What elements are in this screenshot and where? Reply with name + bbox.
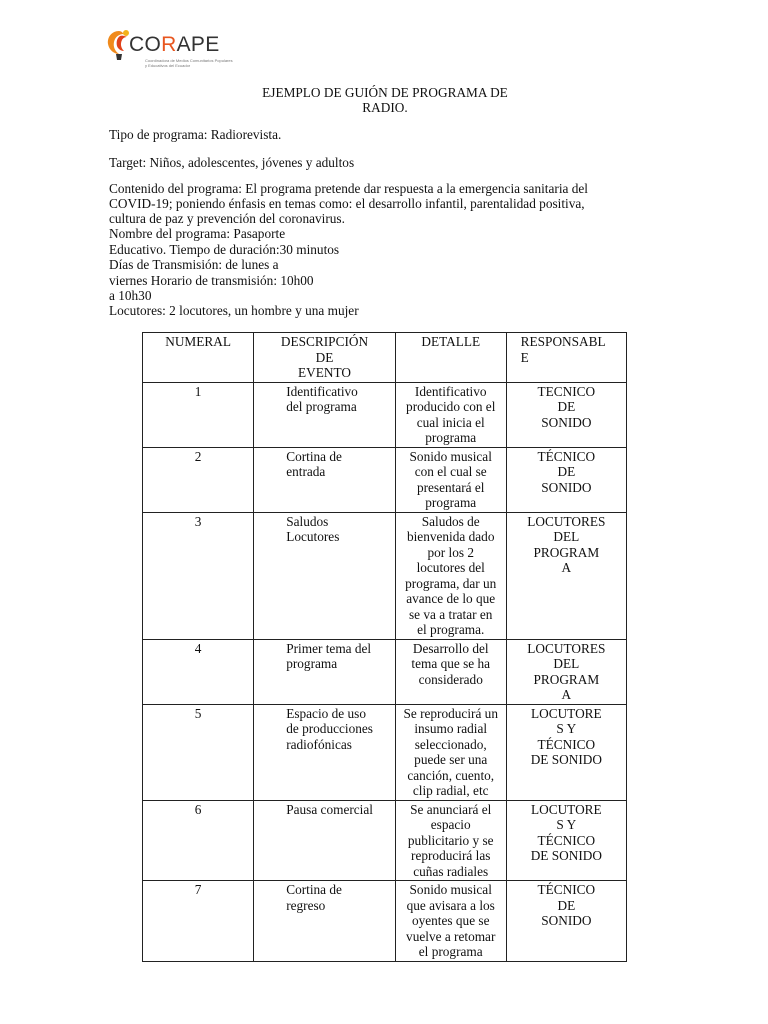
header-description-line: DESCRIPCIÓN <box>280 334 369 349</box>
row-detail-line: publicitario y se <box>407 832 494 848</box>
row-description-line: radiofónicas <box>286 736 352 752</box>
table-row <box>143 800 627 881</box>
content-line: Días de Transmisión: de lunes a <box>109 257 279 272</box>
row-responsible-line: DE SONIDO <box>530 848 602 863</box>
row-detail-line: programa <box>425 430 477 445</box>
row-responsible <box>506 512 626 639</box>
row-responsible-line: TÉCNICO <box>537 736 596 752</box>
row-description-line: Cortina de <box>286 448 342 464</box>
row-responsible-line: SONIDO <box>541 479 592 495</box>
row-description-line: Identificativo <box>286 383 358 399</box>
header-description-line: EVENTO <box>298 365 351 380</box>
row-description <box>254 800 396 881</box>
row-responsible <box>506 800 626 881</box>
row-responsible-line: A <box>561 560 572 575</box>
row-detail-line: cuñas radiales <box>413 863 489 879</box>
row-responsible-line: SONIDO <box>541 913 592 928</box>
row-detail-line: programa <box>425 495 477 510</box>
row-detail-line: considerado <box>418 671 483 687</box>
row-detail-line: avance de lo que <box>406 591 496 606</box>
row-responsible-line: LOCUTORES <box>527 513 606 529</box>
row-description <box>254 447 396 512</box>
row-detail <box>395 447 506 512</box>
row-detail-line: Saludos de <box>421 513 480 529</box>
logo-wordmark-suffix: APE <box>176 33 220 56</box>
table-row <box>143 512 627 639</box>
row-detail-line: por los 2 <box>427 544 474 560</box>
row-detail-line: Desarrollo del <box>412 640 489 656</box>
program-type: Tipo de programa: Radiorevista. <box>109 127 282 142</box>
row-description <box>254 512 396 639</box>
header-description-line: DE <box>315 349 334 365</box>
header-responsible-line: RESPONSABL <box>520 334 606 349</box>
row-detail-line: Sonido musical <box>409 448 492 464</box>
row-numeral: 7 <box>143 881 254 962</box>
row-detail-line: con el cual se <box>414 464 487 479</box>
corape-logo <box>105 28 305 70</box>
row-responsible-line: TECNICO <box>537 383 596 399</box>
row-responsible-line: LOCUTORE <box>530 705 602 721</box>
row-responsible-line: DE SONIDO <box>530 752 602 767</box>
logo-wordmark <box>129 34 220 56</box>
row-detail-line: se va a tratar en <box>409 606 493 622</box>
header-detail: DETALLE <box>395 333 506 383</box>
row-responsible-line: PROGRAM <box>533 671 600 687</box>
row-description-line: Primer tema del <box>286 640 372 656</box>
row-description-line: programa <box>286 656 338 671</box>
row-detail-line: espacio <box>430 817 471 832</box>
row-responsible <box>506 639 626 704</box>
table-row <box>143 447 627 512</box>
row-responsible-line: SONIDO <box>541 414 592 430</box>
row-numeral: 2 <box>143 447 254 512</box>
row-responsible-line: TÉCNICO <box>537 882 596 897</box>
row-responsible-line: A <box>561 687 572 702</box>
row-detail-line: Se anunciará el <box>410 801 492 817</box>
row-detail-line: producido con el <box>406 399 496 414</box>
row-description <box>254 704 396 800</box>
row-numeral: 6 <box>143 800 254 881</box>
row-responsible-line: DEL <box>553 529 580 544</box>
table-row <box>143 881 627 962</box>
row-description-line: Espacio de uso <box>286 705 366 721</box>
row-detail-line: oyentes que se <box>411 913 490 928</box>
row-responsible-line: LOCUTORE <box>530 801 602 817</box>
content-line: Contenido del programa: El programa pretende dar respuesta a la emergencia sanitaria del <box>109 181 588 196</box>
logo-wordmark-highlight: R <box>161 33 177 56</box>
row-responsible-line: DE <box>557 897 576 913</box>
content-line: Educativo. Tiempo de duración:30 minutos <box>109 242 340 257</box>
row-responsible-line: LOCUTORES <box>527 640 606 656</box>
row-numeral: 3 <box>143 512 254 639</box>
row-detail <box>395 639 506 704</box>
row-detail <box>395 382 506 447</box>
row-detail <box>395 800 506 881</box>
row-detail-line: reproducirá las <box>411 848 491 863</box>
row-detail-line: el programa. <box>417 622 485 637</box>
row-responsible-line: S Y <box>556 721 577 736</box>
row-description-line: de producciones <box>286 721 373 736</box>
row-responsible-line: DE <box>557 399 576 414</box>
row-responsible <box>506 881 626 962</box>
radio-script-table <box>142 332 627 962</box>
row-detail-line: clip radial, etc <box>412 783 489 798</box>
row-detail-line: bienvenida dado <box>406 529 495 544</box>
logo-wordmark-prefix: CO <box>129 33 162 56</box>
row-description-line: Cortina de <box>286 882 342 897</box>
row-detail-line: vuelve a retomar <box>406 928 496 944</box>
content-line: viernes Horario de transmisión: 10h00 <box>109 273 314 288</box>
row-detail <box>395 512 506 639</box>
row-detail-line: Sonido musical <box>409 882 492 897</box>
row-detail-line: el programa <box>418 944 483 959</box>
row-detail-line: cual inicia el <box>416 414 485 430</box>
row-detail-line: insumo radial <box>414 721 488 736</box>
row-description-line: Pausa comercial <box>286 801 373 817</box>
table-header-row <box>143 333 627 383</box>
row-detail-line: Se reproducirá un <box>403 705 498 721</box>
header-numeral: NUMERAL <box>143 333 254 383</box>
row-responsible-line: TÉCNICO <box>537 448 596 464</box>
row-detail-line: Identificativo <box>414 383 487 399</box>
document-title <box>200 85 570 115</box>
row-description-line: del programa <box>286 399 357 414</box>
row-detail-line: programa, dar un <box>405 575 497 591</box>
document-title-line-2: RADIO. <box>362 100 408 115</box>
row-responsible-line: PROGRAM <box>533 544 600 560</box>
row-numeral: 4 <box>143 639 254 704</box>
row-responsible-line: TÉCNICO <box>537 832 596 848</box>
header-responsible-line: E <box>520 349 529 365</box>
row-detail-line: presentará el <box>416 479 485 495</box>
row-detail-line: locutores del <box>416 560 485 575</box>
program-target: Target: Niños, adolescentes, jóvenes y adultos <box>109 155 355 170</box>
row-responsible <box>506 447 626 512</box>
content-line: cultura de paz y prevención del coronavirus. <box>109 211 345 226</box>
row-detail-line: que avisara a los <box>406 897 495 913</box>
row-detail <box>395 881 506 962</box>
document-title-line-1: EJEMPLO DE GUIÓN DE PROGRAMA DE <box>262 85 508 100</box>
row-detail-line: seleccionado, <box>414 736 487 752</box>
content-line: Nombre del programa: Pasaporte <box>109 226 286 241</box>
row-description-line: entrada <box>286 464 326 479</box>
logo-subtitle: Coordinadora de Medios Comunitarios Populares y Educativos del Ecuador <box>145 58 233 68</box>
row-description <box>254 382 396 447</box>
row-responsible <box>506 382 626 447</box>
header-responsible <box>506 333 626 383</box>
row-detail-line: puede ser una <box>414 752 488 767</box>
row-numeral: 5 <box>143 704 254 800</box>
row-description <box>254 881 396 962</box>
row-description <box>254 639 396 704</box>
content-line: Locutores: 2 locutores, un hombre y una mujer <box>109 303 359 318</box>
content-line: COVID-19; poniendo énfasis en temas como: el desarrollo infantil, parentalidad positiva, <box>109 196 585 211</box>
table-row <box>143 639 627 704</box>
row-responsible-line: DE <box>557 464 576 479</box>
row-responsible-line: S Y <box>556 817 577 832</box>
table-row <box>143 704 627 800</box>
row-description-line: Locutores <box>286 529 340 544</box>
row-numeral: 1 <box>143 382 254 447</box>
content-line: a 10h30 <box>109 288 152 303</box>
header-description <box>254 333 396 383</box>
row-detail <box>395 704 506 800</box>
row-detail-line: canción, cuento, <box>407 767 495 783</box>
row-description-line: regreso <box>286 897 326 913</box>
row-description-line: Saludos <box>286 513 329 529</box>
row-responsible <box>506 704 626 800</box>
row-responsible-line: DEL <box>553 656 580 671</box>
row-detail-line: tema que se ha <box>411 656 491 671</box>
table-row <box>143 382 627 447</box>
